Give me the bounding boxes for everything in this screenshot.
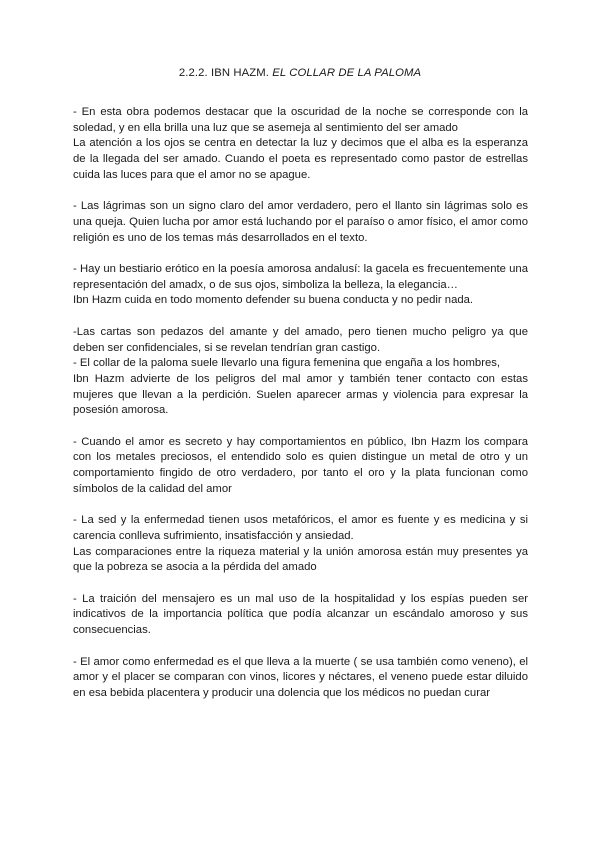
paragraph-messenger — [73, 592, 528, 639]
paragraph-line: Las comparaciones entre la riqueza material y la unión amorosa están muy presentes ya que la pobreza se asocia a la pérdida del amado — [73, 545, 528, 574]
paragraph-letters — [73, 325, 528, 419]
paragraph-love-illness — [73, 655, 528, 702]
paragraph-line: - Hay un bestiario erótico en la poesía amorosa andalusí: la gacela es frecuentemente una representación del amadx, o de sus ojos, simboliza la belleza, la elegancia… — [73, 263, 528, 291]
paragraph-bestiary — [73, 262, 528, 309]
paragraph-line: -Las cartas son pedazos del amante y del amado, pero tienen mucho peligro ya que deben ser confidenciales, si se revelan tendrían gran castigo. — [73, 325, 528, 354]
paragraph-line: - El amor como enfermedad es el que lleva a la muerte ( se usa también como veneno), el amor y el placer se comparan con vinos, licores y néctares, el veneno puede estar diluido en esa bebida placentera y producir una dolencia que los médicos no puedan curar — [73, 655, 528, 699]
page-title — [0, 66, 600, 82]
paragraph-thirst-illness — [73, 513, 528, 576]
paragraph-line: - En esta obra podemos destacar que la oscuridad de la noche se corresponde con la soledad, y en ella brilla una luz que se asemeja al sentimiento del ser amado — [73, 106, 528, 134]
paragraph-line: - Cuando el amor es secreto y hay comportamientos en público, Ibn Hazm los compara con los metales preciosos, el entendido solo es quien distingue un metal de otro y un comportamiento fingido de otro verdadero, por tanto el oro y la plata funcionan como símbolos de la calidad del amor — [73, 435, 528, 495]
paragraph-night-light — [73, 105, 528, 184]
paragraph-line: La atención a los ojos se centra en detectar la luz y decimos que el alba es la esperanza de la llegada del ser amado. Cuando el poeta es representado como pastor de estrellas cuida las luces para que el amor no se apague. — [73, 137, 528, 181]
paragraph-line: - La sed y la enfermedad tienen usos metafóricos, el amor es fuente y es medicina y si carencia conlleva sufrimiento, insatisfacción y ansiedad. — [73, 514, 528, 542]
paragraph-line: - La traición del mensajero es un mal uso de la hospitalidad y los espías pueden ser indicativos de la importancia política que podía alcanzar un escándalo amoroso y sus consecuencias. — [73, 592, 528, 637]
title-prefix: 2.2.2. IBN HAZM. — [178, 67, 273, 79]
paragraph-tears — [73, 199, 528, 246]
paragraph-line: Ibn Hazm cuida en todo momento defender su buena conducta y no pedir nada. — [73, 294, 474, 307]
document-body — [73, 105, 528, 717]
paragraph-line: Ibn Hazm advierte de los peligros del mal amor y también tener contacto con estas mujeres que llevan a la perdición. Suelen aparecer armas y violencia para expresar la posesión amorosa. — [73, 372, 528, 417]
title-italic: EL COLLAR DE LA PALOMA — [272, 67, 422, 79]
paragraph-line: - Las lágrimas son un signo claro del amor verdadero, pero el llanto sin lágrimas solo es una queja. Quien lucha por amor está luchando por el paraíso o amor físico, el amor como religión es uno de los temas más desarrollados en el texto. — [73, 200, 528, 244]
paragraph-secret-love — [73, 435, 528, 498]
paragraph-line: - El collar de la paloma suele llevarlo una figura femenina que engaña a los hombres, — [73, 357, 501, 370]
